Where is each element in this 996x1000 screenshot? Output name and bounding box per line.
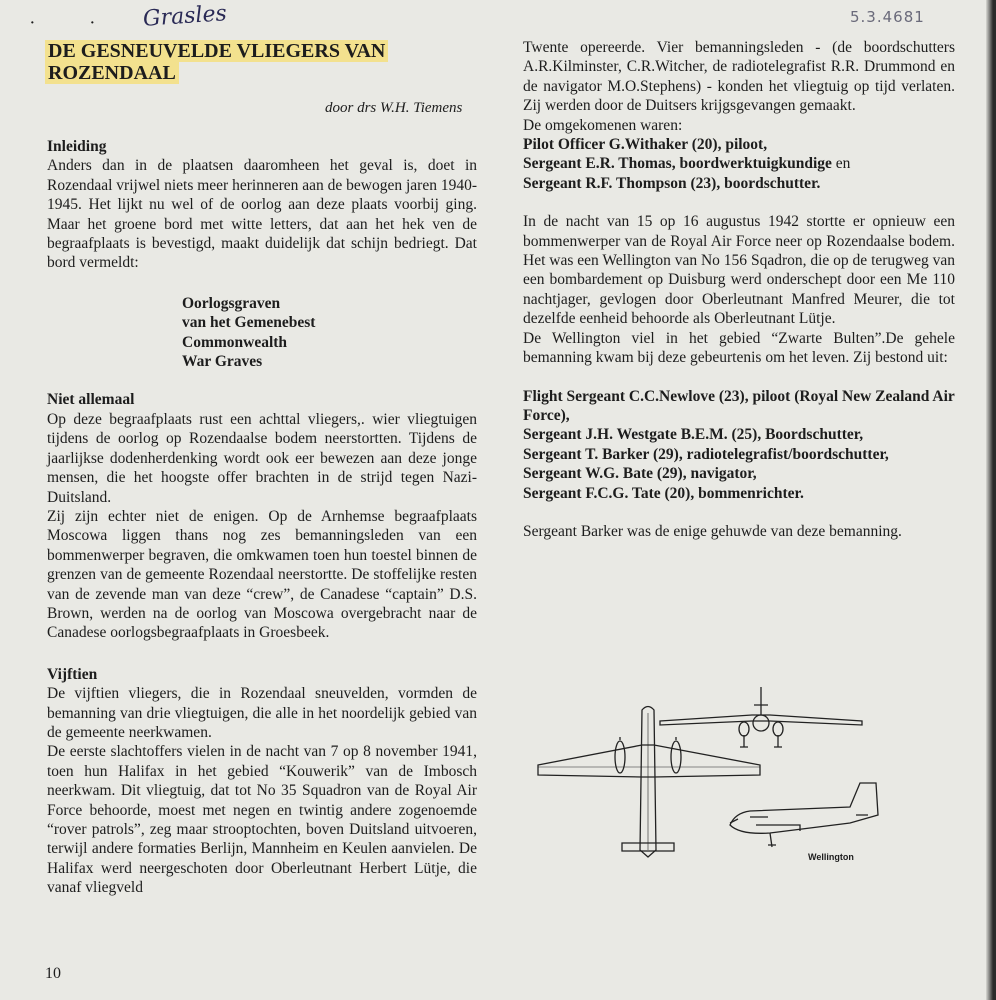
- page-edge: [986, 0, 996, 1000]
- crew-list-item: Sergeant T. Barker (29), radiotelegrafist/boordschutter,: [523, 445, 889, 463]
- figure-caption: Wellington: [808, 852, 854, 862]
- section-heading-niet-allemaal: Niet allemaal: [47, 391, 135, 409]
- crew-list-item: Sergeant J.H. Westgate B.E.M. (25), Boordschutter,: [523, 426, 864, 444]
- killed-crew-suffix: en: [831, 155, 851, 173]
- handwritten-title: Grasles: [142, 1, 228, 32]
- section-heading-inleiding: Inleiding: [47, 138, 107, 155]
- right-paragraph-1: Twente opereerde. Vier bemanningsleden - (de boordschutters A.R.Kilminster, C.R.Witcher, de radiotelegrafist R.R. Drummond en de navigator M.O.Stephens) - konden het vliegtuig op tijd verlaten. Zij werden door de Duitsers krijgsgevangen gemaakt.: [523, 39, 955, 115]
- killed-intro: De omgekomenen waren:: [523, 116, 683, 134]
- page-number: 10: [45, 965, 61, 982]
- niet-allemaal-paragraph-1: Op deze begraafplaats rust een achttal vliegers,. wier vliegtuigen tijdens de oorlog op Rozendaalse bodem neerstortten. Tijdens de jaarlijkse dodenherdenking wordt ook eer bewezen aan deze jonge mensen, die het hoogste offer brachten in de strijd tegen Nazi-Duitsland.: [47, 410, 477, 506]
- aircraft-side-view: [730, 783, 878, 847]
- vijftien-paragraph-1: De vijftien vliegers, die in Rozendaal sneuvelden, vormden de bemanning van drie vliegtuigen, die alle in het noordelijk gebied van de gemeente neerkwamen.: [47, 685, 477, 741]
- article-author: door drs W.H. Tiemens: [325, 100, 463, 116]
- aircraft-top-view: [538, 707, 760, 858]
- sign-line: War Graves: [182, 353, 263, 371]
- aircraft-front-view: [660, 687, 862, 747]
- left-column: [47, 137, 477, 898]
- crew-list-item: Flight Sergeant C.C.Newlove (23), piloot (Royal New Zealand Air Force),: [523, 387, 955, 424]
- right-paragraph-2: In de nacht van 15 op 16 augustus 1942 stortte er opnieuw een bommenwerper van de Royal Air Force neer op Rozendaalse bodem. Het was een Wellington van No 156 Sqadron, die op de terugweg van een bombardement op Duisburg werd onderschept door een Me 110 nachtjager, gevlogen door Oberleutnant Manfred Meurer, die tot dezelfde eenheid behoorde als Oberleutnant Lütje.: [523, 213, 955, 328]
- archive-number: 5.3.4681: [850, 8, 925, 26]
- niet-allemaal-paragraph-2: Zij zijn echter niet de enigen. Op de Arnhemse begraafplaats Moscowa liggen thans nog zes bemanningsleden van een bommenwerper begraven, die omkwamen toen hun toestel binnen de grenzen van de gemeente Rozendaal neerstortte. De stoffelijke resten van de zevende man van deze “crew”, de Canadese “captain” D.S. Brown, werden na de oorlog van Moscowa overgebracht naar de Canadese oorlogsbegraafplaats in Groesbeek.: [47, 507, 477, 642]
- crew-list-item: Sergeant F.C.G. Tate (20), bommenrichter.: [523, 484, 804, 502]
- sign-line: van het Gemenebest: [182, 314, 316, 332]
- killed-crew-member: [523, 154, 955, 173]
- vijftien-paragraph-2: De eerste slachtoffers vielen in de nacht van 7 op 8 november 1941, toen hun Halifax in het gebied “Kouwerik” van de Imbosch neerkwam. Dit vliegtuig, dat tot No 35 Squadron van de Royal Air Force behoorde, moest met negen en twintig andere zogenoemde “rover patrols”, zeg maar strooptochten, boven Duitsland uitvoeren, terwijl andere formaties Berlijn, Mannheim en Keulen aanvielen. De Halifax werd neergeschoten door Oberleutnant Herbert Lütje, die vanaf vliegveld: [47, 743, 477, 897]
- crew-list-item: Sergeant W.G. Bate (29), navigator,: [523, 465, 757, 483]
- spacer: [523, 503, 955, 522]
- right-column: [523, 38, 955, 541]
- margin-dot: ·: [90, 16, 95, 31]
- section-heading-vijftien: Vijftien: [47, 665, 98, 683]
- killed-crew-name: Sergeant E.R. Thomas, boordwerktuigkundige: [523, 155, 832, 173]
- killed-crew-member: Pilot Officer G.Withaker (20), piloot,: [523, 136, 768, 154]
- sign-line: Commonwealth: [182, 333, 288, 351]
- sign-line: Oorlogsgraven: [182, 294, 281, 312]
- right-paragraph-4: Sergeant Barker was de enige gehuwde van deze bemanning.: [523, 522, 902, 540]
- right-paragraph-3: De Wellington viel in het gebied “Zwarte Bulten”.De gehele bemanning kwam bij deze gebeurtenis om het leven. Zij bestond uit:: [523, 329, 955, 367]
- article-title: DE GESNEUVELDE VLIEGERS VAN ROZENDAAL: [45, 40, 405, 84]
- wellington-aircraft-drawing: [530, 685, 930, 885]
- sign-text: [182, 294, 477, 372]
- killed-crew-member: Sergeant R.F. Thompson (23), boordschutter.: [523, 174, 821, 192]
- inleiding-paragraph: Anders dan in de plaatsen daaromheen het geval is, doet in Rozendaal vrijwel niets meer herinneren aan de bewogen jaren 1940-1945. Het lijkt nu wel of de oorlog aan deze plaats voorbij ging. Maar het groene bord met witte letters, dat aan het hek ven de begraafplaats is bevestigd, maakt duidelijk dat schijn bedriegt. Dat bord vermeldt:: [47, 157, 477, 272]
- spacer: [523, 193, 955, 212]
- spacer: [523, 368, 955, 387]
- margin-dot: ·: [30, 16, 35, 31]
